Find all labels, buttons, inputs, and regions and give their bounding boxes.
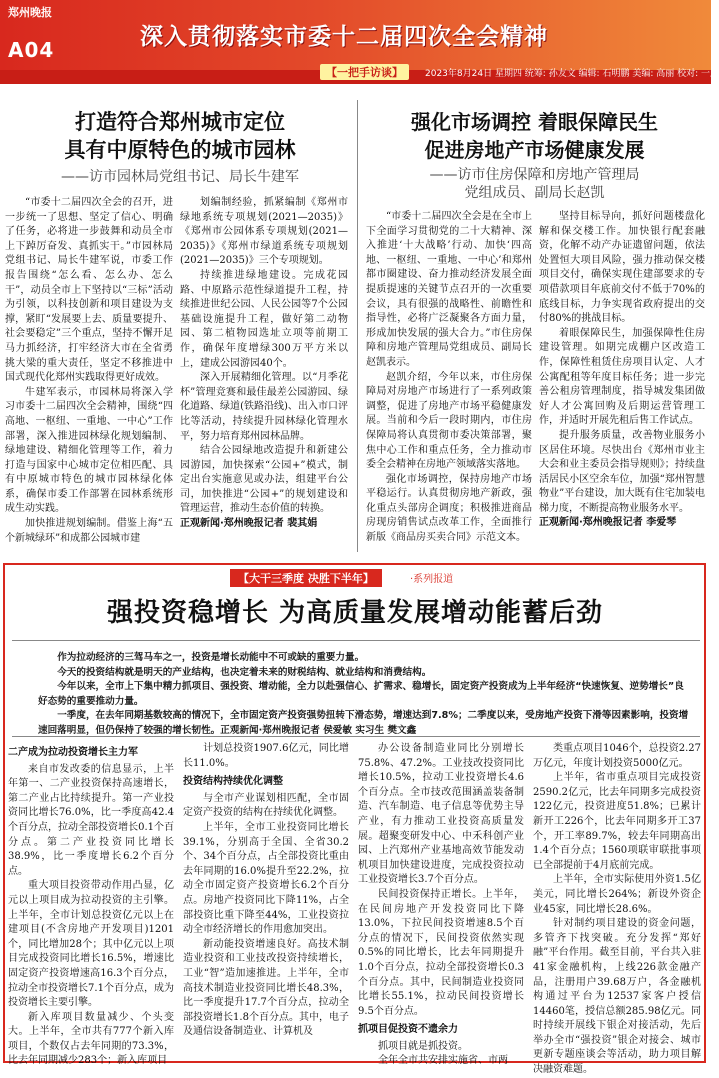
article2-headline-line1: 强化市场调控 着眼保障民生 — [411, 110, 658, 134]
paragraph: 类重点项目1046个，总投资2.27万亿元，年度计划投资5000亿元。 — [533, 743, 701, 769]
paragraph: 赵凯介绍，今年以来，市住房保障局对房地产市场进行了一系列政策调整，促进了房地产市场平稳健康发展。当前和今后一段时期内，市住房保障局将认真贯彻市委决策部署，聚焦中心工作和重点任务，全力推动市委全会精神在房地产领域落实落地。 — [366, 371, 532, 471]
paragraph: 重大项目投资带动作用凸显，亿元以上项目成为拉动投资的主引擎。上半年，全市计划总投资亿元以上在建项目(不含房地产开发项目)1201个，同比增加28个；其中亿元以上项目完成投资同比增长16.5%，增速比固定资产投资增速高16.3个百分点，拉动全市投资增长7.1个百分点，成为投资增长主要引擎。 — [8, 880, 174, 1009]
series-column-4 — [533, 742, 701, 1076]
banner-title: 深入贯彻落实市委十二届四次全会精神 — [140, 23, 548, 50]
paragraph: 深入开展精细化管理。以“月季花杯”管理竞赛和最佳最差公园游园、绿化道路、绿道(铁路沿线)、出入市口评比等活动，持续提升园林绿化管理水平，努力培育郑州园林品牌。 — [180, 372, 348, 442]
lead-rule — [12, 736, 700, 737]
article2-byline: 正观新闻·郑州晚报记者 李爱琴 — [539, 517, 677, 529]
paragraph: 牛建军表示，市园林局将深入学习市委十二届四次全会精神，围绕“四高地、一枢纽、一重地、一中心”工作部署，深入推进园林绿化规划编制、绿地建设、精细化管理等工作，着力打造与国家中心城市定位相匹配、具有中原城市特色的城市园林绿化体系，确保市委工作部署在园林系统形成生动实践。 — [5, 386, 173, 515]
paragraph: 持续推进绿地建设。完成花园路、中原路示范性绿道提升工程，持续推进世纪公园、人民公园等7个公园基础设施提升工程，做好第二动物园、第二植物园选址立项等前期工作，确保年度增绿300万平方米以上，建成公园游园40个。 — [180, 269, 348, 369]
paper-name: 郑州晚报 — [8, 6, 52, 19]
paragraph: 新动能投资增速良好。高技术制造业投资和工业技改投资持续增长，工业“智”造加速推进。上半年，全市高技术制造业投资同比增长48.3%，比一季度提升17.7个百分点，拉动全部投资增长1.8个百分点。其中，电子及通信设备制造业、计算机及 — [183, 938, 349, 1038]
headline-rule — [12, 640, 700, 641]
article2-headline-line2: 促进房地产市场健康发展 — [424, 138, 645, 162]
paragraph: 办公设备制造业同比分别增长75.8%、47.2%。工业技改投资同比增长10.5%，拉动工业投资增长4.6个百分点。全市技改范围涵盖装备制造、汽车制造、电子信息等优势主导产业，有力推动工业投资高质量发展。超聚变研发中心、中禾科创产业园、上汽郑州产业基地高效节能发动机项目加快建设进度，完成投资拉动工业投资增长3.7个百分点。 — [358, 743, 524, 886]
paragraph: 计划总投资1907.6亿元，同比增长11.0%。 — [183, 743, 349, 769]
article2-subtitle-line1: ——访市住房保障和房地产管理局 — [429, 167, 640, 183]
paragraph: 坚持目标导向，抓好问题楼盘化解和保交楼工作。加快银行配套融资，化解不动产办证遗留问题，依法处置恒大项目风险，强力推动保交楼项目交付，确保实现住建部要求的专项借款项目年底前交付不低于70%的底线目标，力争实现省政府提出的交付80%的挑战目标。 — [539, 211, 705, 325]
article2-column-1 — [366, 210, 532, 550]
section-heading: 投资结构持续优化调整 — [183, 776, 283, 788]
article1-column-2 — [180, 196, 348, 548]
lead-paragraph: 一季度，在去年同期基数较高的情况下，全市固定资产投资强势扭转下滑态势，增速达到7.8%；二季度以来，受房地产投资下滑等因素影响，投资增速回落明显，但仍保持了较强的增长韧性。正观新闻·郑州晚报记者 侯爱敏 实习生 樊文鑫 — [38, 710, 689, 736]
paragraph: 提升服务质量，改善物业服务小区居住环境。尽快出台《郑州市业主大会和业主委员会指导规则》；持续盘活居民小区空余车位，加强“郑州智慧物业”平台建设，加大既有住宅加装电梯力度，不断提高物业服务水平。 — [539, 429, 705, 514]
column-divider — [357, 100, 358, 552]
paragraph: 上半年，全市工业投资同比增长39.1%，分别高于全国、全省30.2个、34个百分点，占全部投资比重由去年同期的16.0%提升至22.2%，拉动全市固定资产投资增长6.2个百分点。房地产投资同比下降11%，占全部投资比重下降至44%，工业投资拉动全市经济增长的作用愈加突出。 — [183, 821, 349, 936]
paragraph: 结合公园绿地改造提升和新建公园游园，加快探索“公园+”模式，制定出台实施意见或办法，组建平台公司，加快推进“公园+”的规划建设和管理运营，推动生态价值的转换。 — [180, 445, 348, 515]
page-number: A04 — [8, 38, 55, 62]
paragraph: 针对制约项目建设的资金问题，多管齐下找突破。充分发挥“郑好融”平台作用。截至目前，平台共入驻41家金融机构，上线226款金融产品，注册用户39.68万户，各金融机构通过平台为12537家客户授信14460笔，授信总额285.98亿元。同时持续开展线下银企对接活动，先后举办全市“强投资”银企对接会、城市更新专题座谈会等活动，助力项目解决融资难题。 — [533, 918, 701, 1076]
paragraph: 着眼保障民生，加强保障性住房建设管理。如期完成棚户区改造工作，保障性租赁住房项目认定、人才公寓配租等年度目标任务；进一步完善公租房管理制度，指导城发集团做好人才公寓回购及后期运营管理工作，并适时开展先租后售工作试点。 — [539, 327, 705, 427]
article1-headline-line2: 具有中原特色的城市园林 — [64, 137, 296, 162]
series-column-3 — [358, 742, 524, 1067]
article2-subtitle-line2: 党组成员、副局长赵凯 — [464, 185, 605, 201]
section-heading: 二产成为拉动投资增长主力军 — [8, 747, 138, 758]
section-heading: 抓项目促投资不遗余力 — [358, 1024, 458, 1036]
paragraph: 全年全市共安排实施省、市两 — [378, 1055, 508, 1067]
article2-headline — [362, 108, 707, 164]
series-headline: 强投资稳增长 为高质量发展增动能蓄后劲 — [106, 598, 604, 628]
paragraph: 抓项目就是抓投资。 — [378, 1040, 468, 1052]
article1-column-1 — [5, 196, 173, 548]
feature-tag: 【一把手访谈】 — [320, 64, 409, 80]
lead-paragraph: 今天的投资结构就是明天的产业结构，也决定着未来的财税结构、就业结构和消费结构。 — [57, 666, 432, 678]
series-column-2 — [183, 742, 349, 1058]
article1-headline — [10, 108, 350, 164]
lead-paragraph: 作为拉动经济的三驾马车之一，投资是增长动能中不可或缺的重要力量。 — [57, 652, 365, 663]
paragraph: 上半年，省市重点项目完成投资2590.2亿元，比去年同期多完成投资122亿元，投资进度51.8%；已累计新开工226个，比去年同期多开工37个，开工率89.7%，较去年同期高出1.4个百分点；1560项联审联批事项已全部提前于4月底前完成。 — [533, 772, 701, 871]
paragraph: 加快推进规划编制。借鉴上海“五个新城绿环”和成都公园城市建 — [5, 518, 173, 544]
dateline: 2023年8月24日 星期四 统筹: 孙友文 编辑: 石明鹏 美编: 高丽 校对: 一广 — [425, 69, 719, 79]
lead-paragraph: 今年以来，全市上下集中精力抓项目、强投资、增动能，全力以赴强信心、扩需求、稳增长，固定资产投资成为上半年经济“快速恢复、逆势增长”良好态势的重要推动力量。 — [38, 681, 684, 707]
article1-headline-line1: 打造符合郑州城市定位 — [75, 109, 285, 134]
article1-subtitle: ——访市园林局党组书记、局长牛建军 — [61, 169, 299, 185]
paragraph: 与全市产业谋划相匹配，全市固定资产投资的结构在持续优化调整。 — [183, 792, 349, 819]
series-column-1 — [8, 742, 174, 1067]
article2-column-2 — [539, 210, 705, 550]
paragraph: 划编制经验，抓紧编制《郑州市绿地系统专项规划(2021—2035)》《郑州市公园体系专项规划(2021—2035)》《郑州市绿道系统专项规划(2021—2035)》三个专项规划。 — [180, 197, 348, 267]
paragraph: 来自市发改委的信息显示，上半年第一、二产业投资保持高速增长，第二产业占比持续提升。第一产业投资同比增长76.0%，比一季度高42.4个百分点，拉动全部投资增长0.1个百分点。第二产业投资同比增长38.9%，比一季度增长6.2个百分点。 — [8, 763, 174, 877]
paragraph: 上半年，全市实际使用外资1.5亿美元，同比增长264%；新设外资企业45家，同比增长28.6%。 — [533, 874, 701, 915]
series-label: ·系列报道 — [410, 574, 454, 585]
paragraph: 强化市场调控，保持房地产市场平稳运行。认真贯彻房地产新政，强化重点头部房企调度；积极推进商品房现房销售试点改革工作，全面推行新版《商品房买卖合同》示范文本。 — [366, 473, 532, 544]
paragraph: “市委十二届四次全会的召开，进一步统一了思想、坚定了信心、明确了任务，必将进一步鼓舞和动员全市上下踔厉奋发、真抓实干。”市园林局党组书记、局长牛建军说，市委工作报告围绕“怎么看、怎么办、怎么干”，动员全市上下坚持以“三标”活动为引领，以科技创新和项目建设为支撑，紧盯“发展要上去、质量要提升、社会要稳定”三个重点，坚持不懈开足马力抓经济，打牢经济大市在全省勇挑大梁的重大责任，坚定不移推进中国式现代化郑州实践取得更好成效。 — [5, 197, 173, 384]
article1-byline: 正观新闻·郑州晚报记者 裴其娟 — [180, 518, 318, 530]
series-tag: 【大干三季度 决胜下半年】 — [230, 569, 382, 587]
series-lead — [38, 651, 693, 738]
paragraph: 新入库项目数量减少、个头变大。上半年，全市共有777个新入库项目，个数仅占去年同期的73.3%，比去年同期减少283个；新入库项目 — [8, 1011, 174, 1067]
article2-subtitle — [362, 166, 707, 202]
paragraph: 民间投资保持正增长。上半年，在民间房地产开发投资同比下降13.0%，下拉民间投资增速8.5个百分点的情况下，民间投资依然实现0.5%的同比增长，比去年同期提升1.0个百分点，拉动全部投资增长0.3个百分点。其中，民间制造业投资同比增长55.1%，拉动民间投资增长9.5个百分点。 — [358, 888, 524, 1017]
paragraph: “市委十二届四次全会是在全市上下全面学习贯彻党的二十大精神、深入推进‘十大战略’行动、加快‘四高地、一枢纽、一重地、一中心’和郑州都市圈建设、奋力推动经济发展全面提质提速的关键节点召开的一次重要会议，具有很强的战略性、前瞻性和指导性，必将广泛凝聚各方面力量，形成加快发展的强大合力。”市住房保障和房地产管理局党组成员、副局长赵凯表示。 — [366, 211, 532, 368]
